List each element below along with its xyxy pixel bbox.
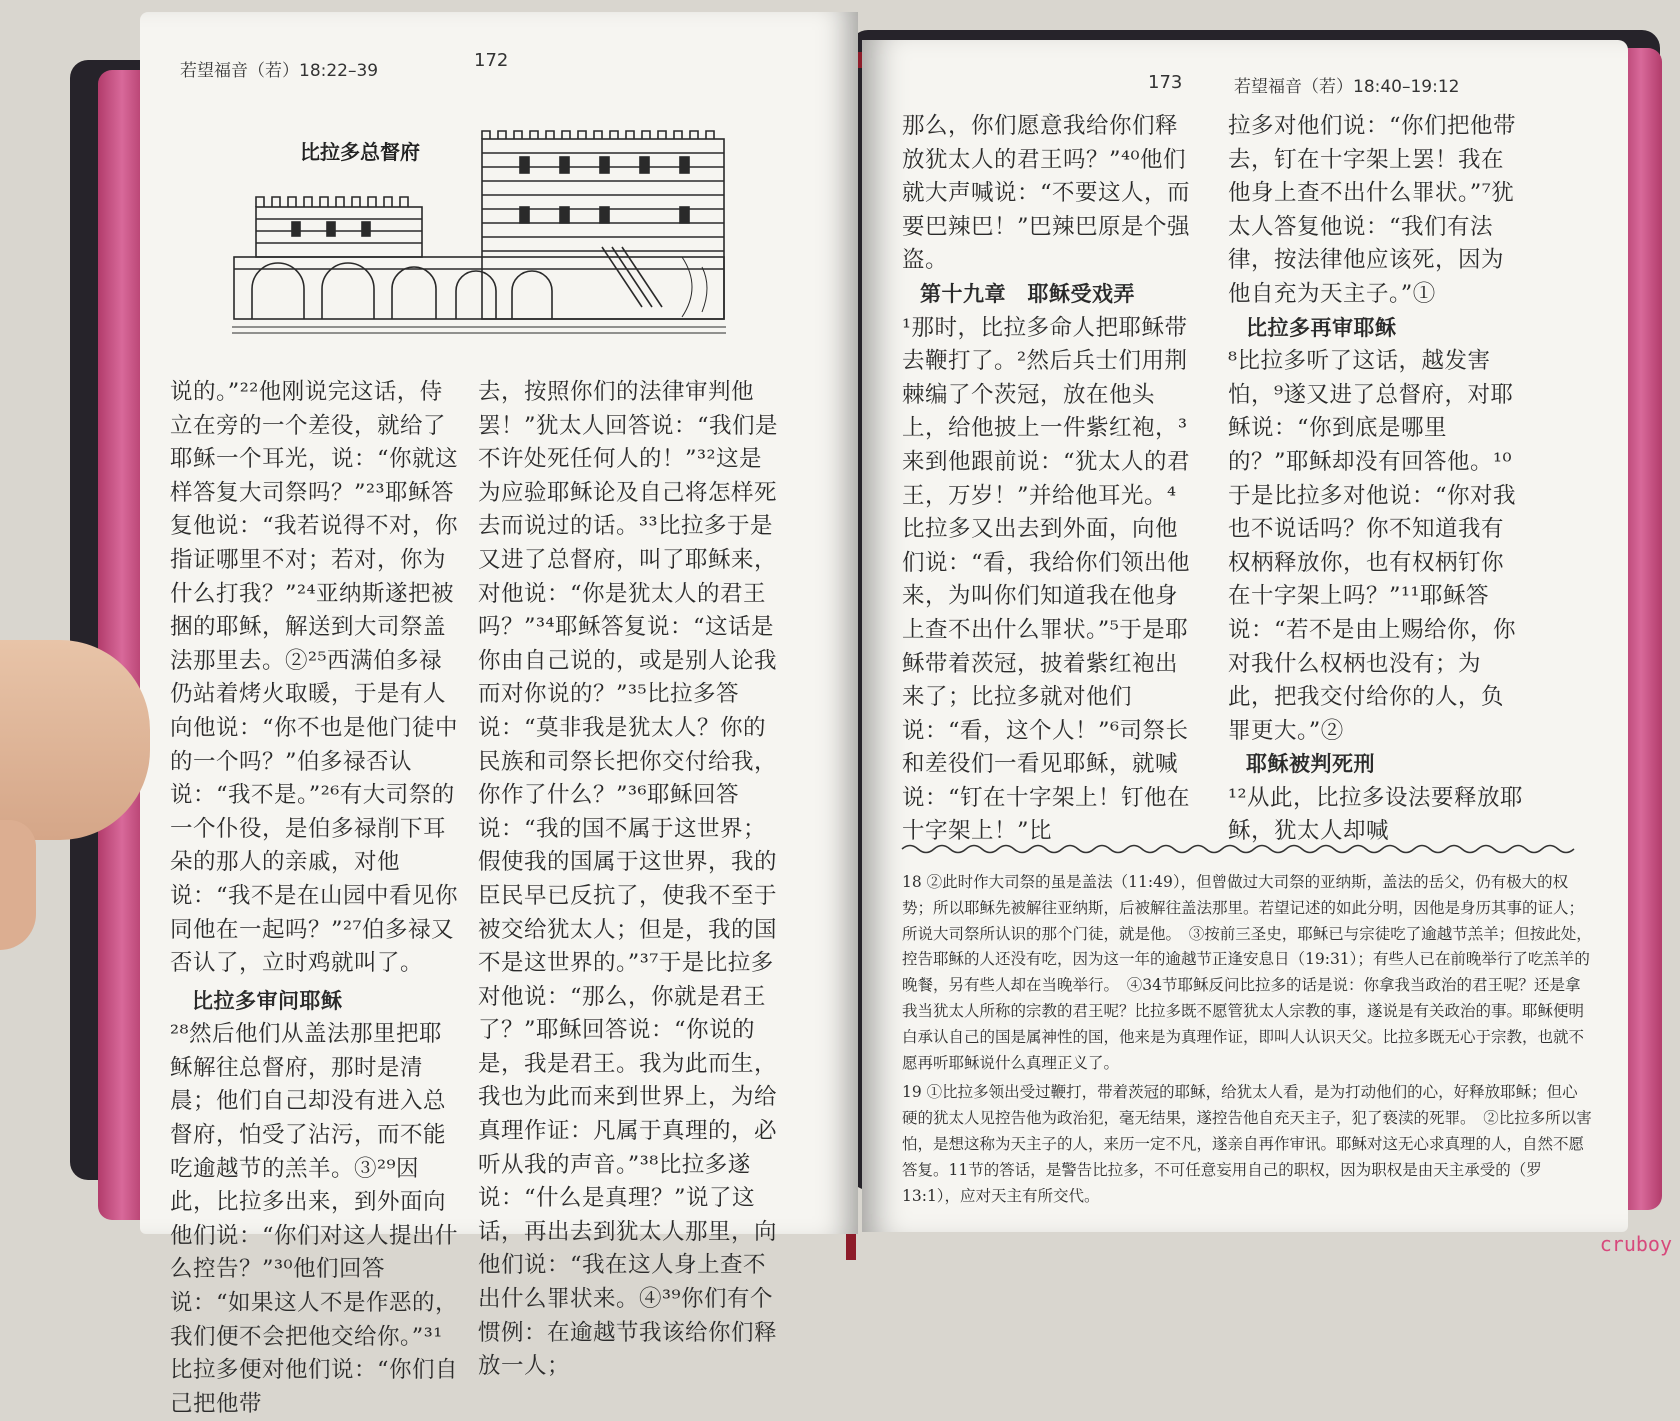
left-running-head: 若望福音（若）18:22–39: [180, 61, 379, 81]
footnote-divider: [902, 842, 1582, 856]
right-running-head: 若望福音（若）18:40–19:12: [1234, 77, 1460, 97]
left-column-1: [170, 376, 460, 1421]
right-col1-paragraph-2: ¹那时，比拉多命人把耶稣带去鞭打了。²然后兵士们用荆棘编了个茨冠，放在他头上，给他披上一件紫红袍，³来到他跟前说：“犹太人的君王，万岁！”并给他耳光。⁴比拉多又出去到外面，向他们说：“看，我给你们领出他来，为叫你们知道我在他身上查不出什么罪状。”⁵于是耶稣带着茨冠，披着紫红袍出来了；比拉多就对他们说：“看，这个人！”⁶司祭长和差役们一看见耶稣，就喊说：“钉在十字架上！钉他在十字架上！”比: [902, 314, 1191, 845]
right-page: [862, 40, 1628, 1232]
right-col2-paragraph-3: ¹²从此，比拉多设法要释放耶稣，犹太人却喊: [1228, 784, 1524, 845]
left-column-2: [478, 376, 784, 1384]
right-col1-paragraph-1: 那么，你们愿意我给你们释放犹太人的君王吗？”⁴⁰他们就大声喊说：“不要这人，而要巴辣巴！”巴辣巴原是个强盗。: [902, 113, 1191, 274]
left-col1-heading: 比拉多审问耶稣: [192, 988, 343, 1013]
right-page-number: 173: [1148, 72, 1183, 93]
illustration-caption: 比拉多总督府: [300, 140, 420, 164]
left-col1-paragraph-1: 说的。”²²他刚说完这话，侍立在旁的一个差役，就给了耶稣一个耳光，说：“你就这样答复大司祭吗？”²³耶稣答复他说：“我若说得不对，你指证哪里不对；若对，你为什么打我？”²⁴亚纳斯遂把被捆的耶稣，解送到大司祭盖法那里去。②²⁵西满伯多禄仍站着烤火取暖，于是有人向他说：“你不也是他门徒中的一个吗？”伯多禄否认说：“我不是。”²⁶有大司祭的一个仆役，是伯多禄削下耳朵的那人的亲戚，对他说：“我不是在山园中看见你同他在一起吗？”²⁷伯多禄又否认了，立时鸡就叫了。: [170, 379, 459, 977]
page-edge-left: [98, 70, 146, 1220]
left-page-number: 172: [474, 50, 509, 71]
right-column-2: [1228, 110, 1524, 849]
footnote-ch19: 19 ①比拉多领出受过鞭打，带着茨冠的耶稣，给犹太人看，是为打动他们的心，好释放耶稣；但心硬的犹太人见控告他为政治犯，毫无结果，遂控告他自充天主子，犯了亵渎的死罪。 ②比拉多所以害怕，是想这称为天主子的人，来历一定不凡，遂亲自再作审讯。耶稣对这无心求真理的人，自然不愿答复。11节的答话，是警告比拉多，不可任意妄用自己的职权，因为职权是由天主承受的（罗13:1），应对天主有所交代。: [902, 1083, 1592, 1205]
pilate-praetorium-illustration: [232, 127, 732, 357]
footnote-ch18: 18 ②此时作大司祭的虽是盖法（11:49），但曾做过大司祭的亚纳斯，盖法的岳父，仍有极大的权势；所以耶稣先被解往亚纳斯，后被解往盖法那里。若望记述的如此分明，因他是身历其事的证人；所说大司祭所认识的那个门徒，就是他。 ③按前三圣史，耶稣已与宗徒吃了逾越节羔羊；但按此处，控告耶稣的人还没有吃，因为这一年的逾越节正逢安息日（19:31）；有些人已在前晚举行了吃羔羊的晚餐，另有些人却在当晚举行。 ④34节耶稣反问比拉多的话是说：你拿我当政治的君王呢？还是拿我当犹太人所称的宗教的君王呢？比拉多既不愿管犹太人宗教的事，遂说是有关政治的事。耶稣便明白承认自己的国是属神性的国，他来是为真理作证，即叫人认识天父。比拉多既无心于宗教，也就不愿再听耶稣说什么真理正义了。: [902, 873, 1592, 1072]
ribbon-marker-bottom: [846, 1230, 856, 1260]
right-col2-heading-1: 比拉多再审耶稣: [1246, 315, 1397, 340]
left-col2-paragraph: 去，按照你们的法律审判他罢！”犹太人回答说：“我们是不许处死任何人的！”³²这是为应验耶稣论及自己将怎样死去而说过的话。³³比拉多于是又进了总督府，叫了耶稣来，对他说：“你是犹太人的君王吗？”³⁴耶稣答复说：“这话是你由自己说的，或是别人论我而对你说的？”³⁵比拉多答说：“莫非我是犹太人？你的民族和司祭长把你交付给我，你作了什么？”³⁶耶稣回答说：“我的国不属于这世界；假使我的国属于这世界，我的臣民早已反抗了，使我不至于被交给犹太人；但是，我的国不是这世界的。”³⁷于是比拉多对他说：“那么，你就是君王了？”耶稣回答说：“你说的是，我是君王。我为此而生，我也为此而来到世界上，为给真理作证：凡属于真理的，必听从我的声音。”³⁸比拉多遂说：“什么是真理？”说了这话，再出去到犹太人那里，向他们说：“我在这人身上查不出什么罪状来。④³⁹你们有个惯例：在逾越节我该给你们释放一人；: [478, 379, 779, 1380]
holding-palm: [0, 820, 36, 950]
right-col2-paragraph-2: ⁸比拉多听了这话，越发害怕，⁹遂又进了总督府，对耶稣说：“你到底是哪里的？”耶稣却没有回答他。¹⁰于是比拉多对他说：“你对我也不说话吗？你不知道我有权柄释放你，也有权柄钉你在十字架上吗？”¹¹耶稣答说：“若不是由上赐给你，你对我什么权柄也没有；为此，把我交付给你的人，负罪更大。”②: [1228, 348, 1517, 744]
right-col2-heading-2: 耶稣被判死刑: [1246, 752, 1375, 777]
watermark: cruboy: [1599, 1232, 1672, 1256]
right-col1-chapter-heading: 第十九章 耶稣受戏弄: [920, 281, 1135, 306]
right-col2-paragraph-1: 拉多对他们说：“你们把他带去，钉在十字架上罢！我在他身上查不出什么罪状。”⁷犹太人答复他说：“我们有法律，按法律他应该死，因为他自充为天主子。”①: [1228, 113, 1517, 307]
left-col1-paragraph-2: ²⁸然后他们从盖法那里把耶稣解往总督府，那时是清晨；他们自己却没有进入总督府，怕受了沾污，而不能吃逾越节的羔羊。③²⁹因此，比拉多出来，到外面向他们说：“你们对这人提出什么控告？”³⁰他们回答说：“如果这人不是作恶的，我们便不会把他交给你。”³¹比拉多便对他们说：“你们自己把他带: [170, 1021, 459, 1417]
right-column-1: [902, 110, 1198, 849]
footnotes: [902, 870, 1592, 1209]
left-page: [140, 12, 858, 1417]
